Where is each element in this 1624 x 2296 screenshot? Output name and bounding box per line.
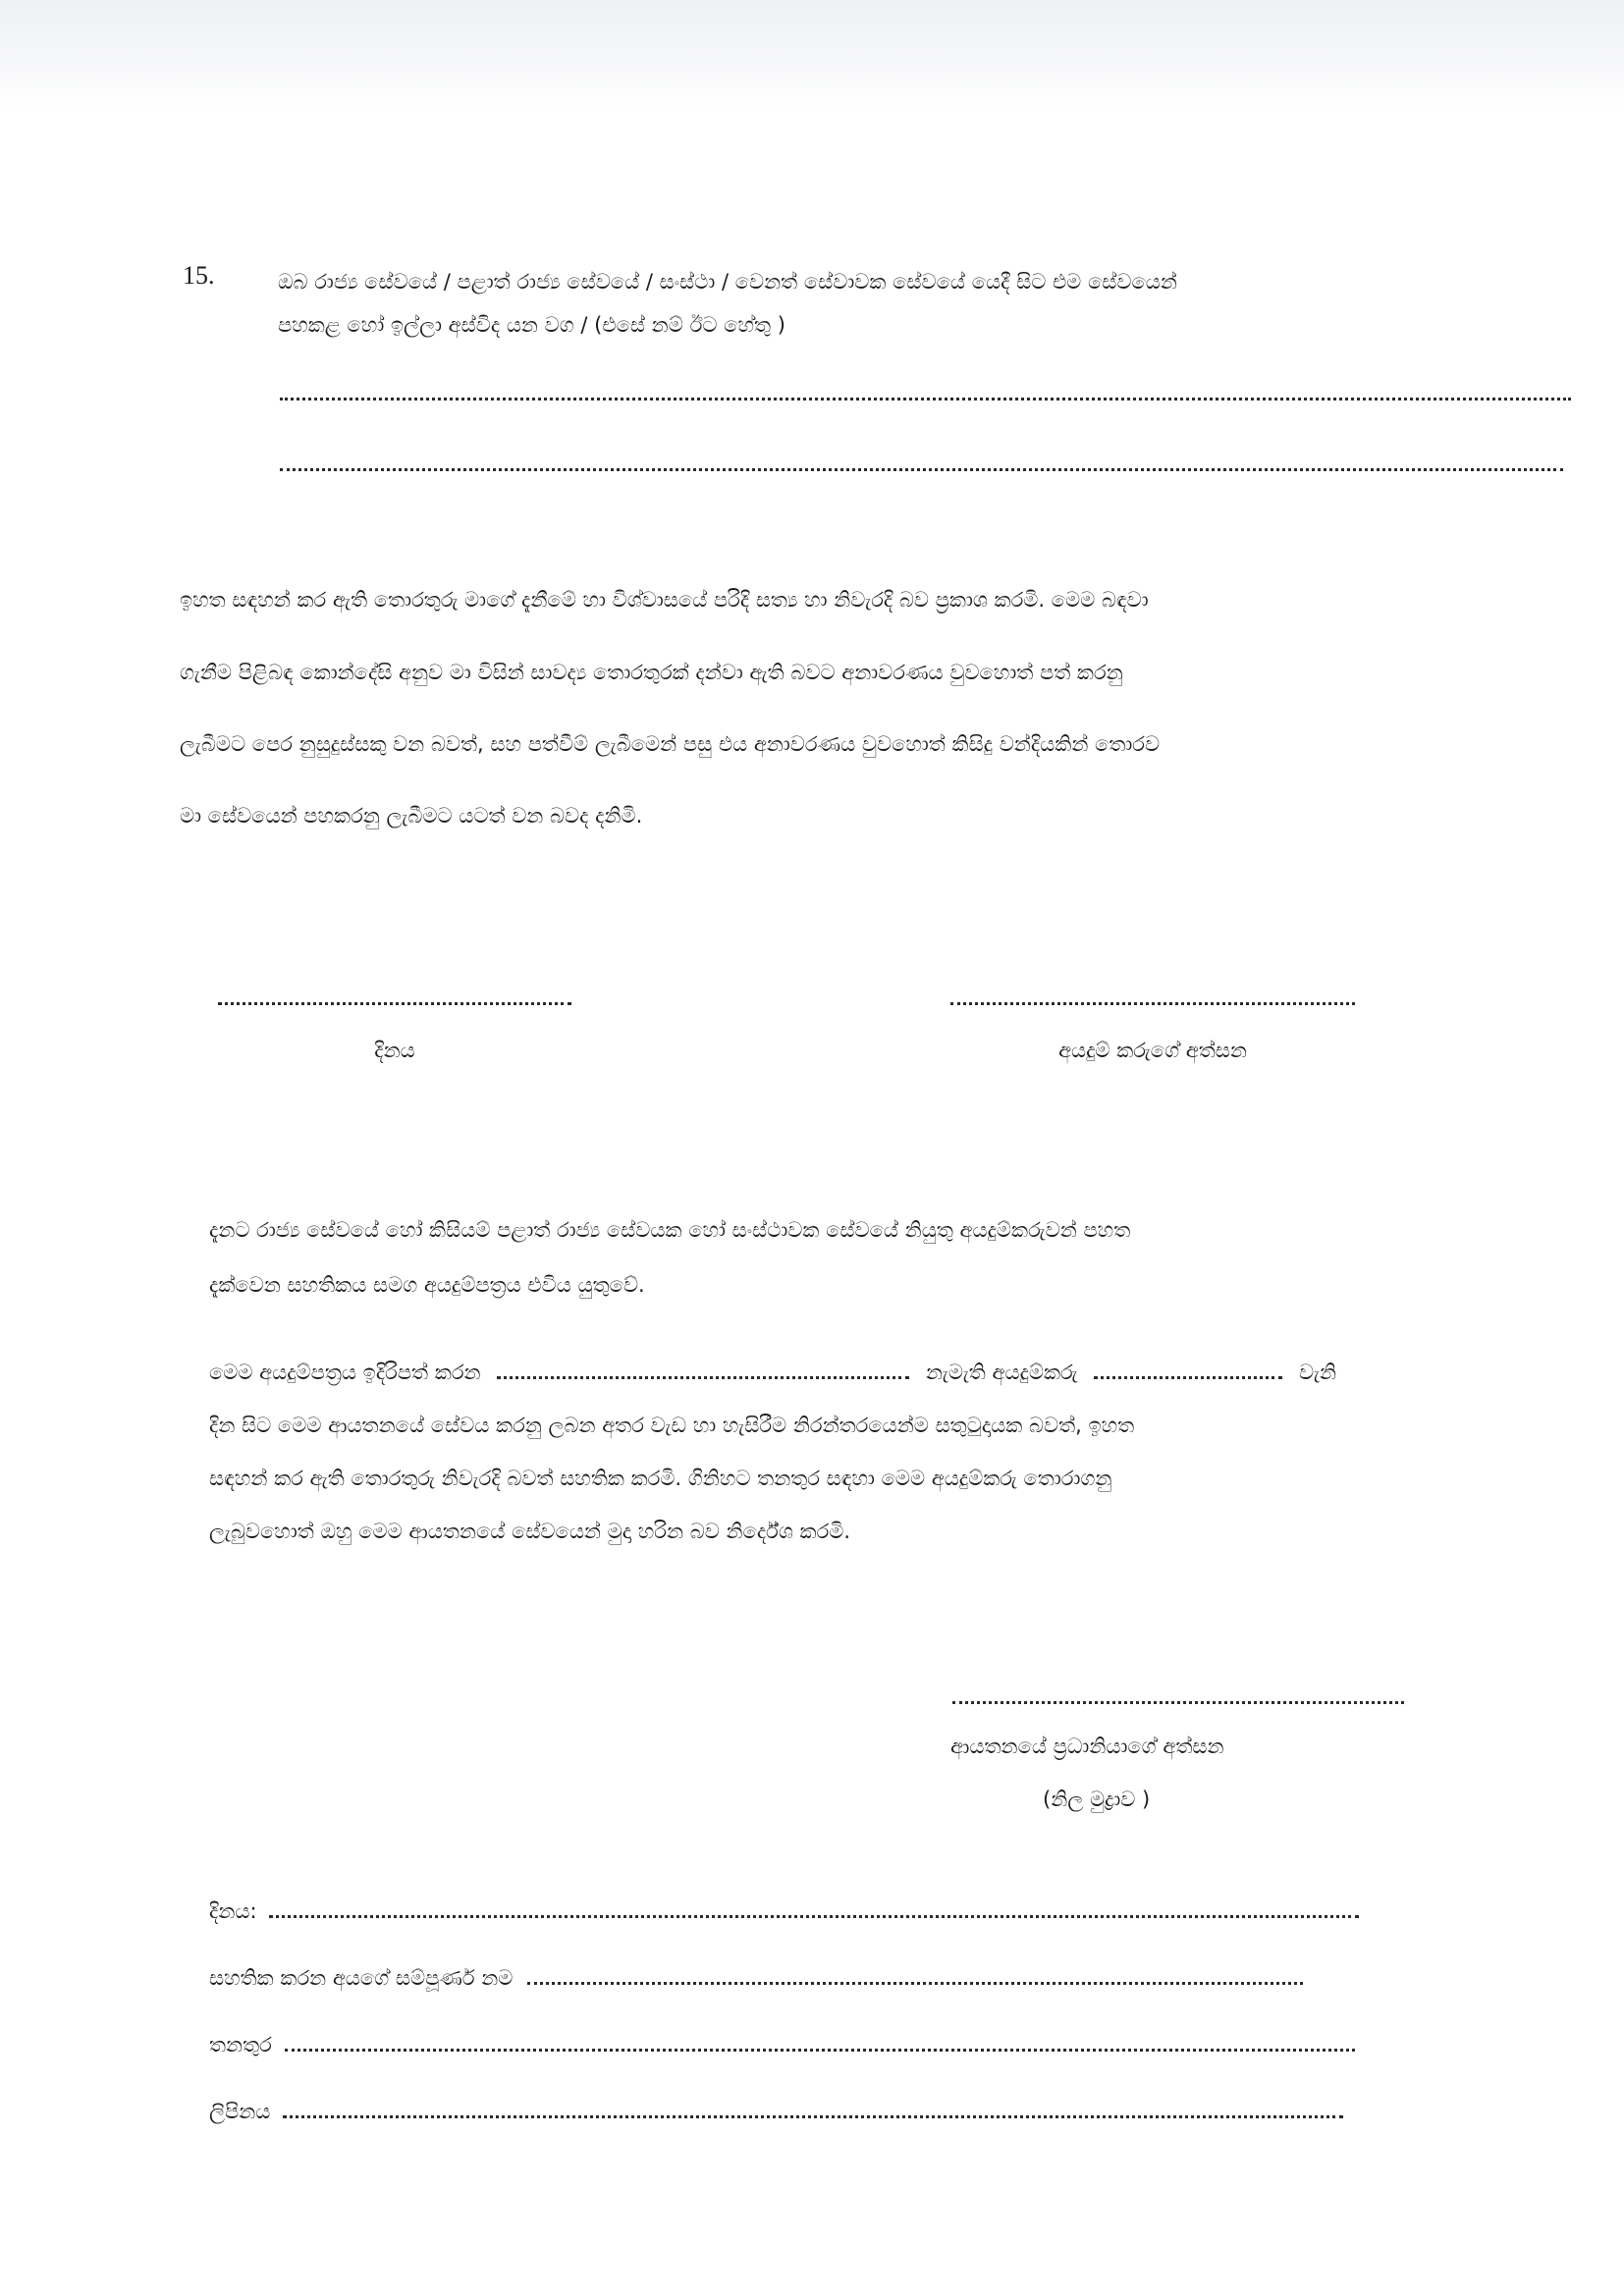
head-signature-label: ආයතනයේ ප්‍රධානියාගේ අත්සන: [950, 1735, 1224, 1758]
declaration-line-1: ඉහත සඳහන් කර ඇති තොරතුරු මාගේ දැනීමේ හා විශ්වාසයේ පරිදි සත්‍ය හා නිවැරදි බව ප්‍රකාශ කරමි. මෙම බඳවා: [180, 588, 1149, 612]
certificate-line-3: සඳහන් කර ඇති තොරතුරු නිවැරදි බවත් සහතික කරමි. ගිනිහට තනතුර සඳහා මෙම අයදුම්කරු තොරාගනු: [209, 1467, 1112, 1490]
footer-designation-row: [209, 2030, 1355, 2059]
certificate-part-2: නැමැති අයදුම්කරු: [925, 1361, 1078, 1384]
footer-address-row: [209, 2097, 1343, 2126]
service-start-date-field[interactable]: [1094, 1375, 1282, 1379]
applicant-signature-line[interactable]: [950, 1002, 1355, 1005]
question-15-line-2: පහකළ හෝ ඉල්ලා අස්විද යන වග / (එසේ නම් ඊට හේතු ): [278, 313, 785, 337]
declaration-line-4: මා සේවයෙන් පහකරනු ලැබීමට යටත් වන බවද දනිමි.: [180, 804, 643, 828]
applicant-signature-label: අයදුම් කරුගේ අත්සන: [1058, 1039, 1247, 1062]
footer-full-name-row: [209, 1963, 1303, 1993]
question-15-line-1: ඔබ රාජ්‍ය සේවයේ / පළාත් රාජ්‍ය සේවයේ / සංස්ථා / වෙනත් සේවාවක සේවයේ යෙදී සිට එම සේවයෙන්: [278, 270, 1177, 294]
date-signature-line[interactable]: [218, 1002, 571, 1005]
answer-line-2[interactable]: [280, 468, 1563, 471]
official-stamp-label: (නිල මුද්‍රාව ): [1043, 1788, 1151, 1811]
footer-full-name-field[interactable]: [527, 1981, 1303, 1985]
employed-note-line-1: දැනට රාජ්‍ය සේවයේ හෝ කිසියම් පළාත් රාජ්‍ය සේවයක හෝ සංස්ථාවක සේවයේ නියුතු අයදුම්කරුවන් පහත: [209, 1218, 1131, 1242]
question-number: 15.: [183, 261, 215, 290]
certificate-line-2: දින සිට මෙම ආයතනයේ සේවය කරනු ලබන අතර වැඩ හා හැසිරීම නිරන්තරයෙන්ම සතුටුදායක බවත්, ඉහත: [209, 1414, 1135, 1437]
certificate-part-1: මෙම අයදුම්පත්‍රය ඉදිරිපත් කරන: [209, 1361, 481, 1384]
answer-line-1[interactable]: [280, 398, 1571, 400]
footer-address-label: ලිපිනය: [209, 2100, 271, 2123]
footer-address-field[interactable]: [283, 2114, 1343, 2118]
footer-designation-label: තනතුර: [209, 2033, 272, 2056]
footer-designation-field[interactable]: [285, 2048, 1355, 2052]
declaration-line-2: ගැනීම පිළිබඳ කොන්දේසි අනුව මා විසින් සාවද්‍ය තොරතුරක් දන්වා ඇති බවට අනාවරණය වුවහොත් පත් කරනු: [180, 661, 1123, 684]
employed-note-line-2: දැක්වෙන සහතිකය සමග අයදුම්පත්‍රය එවිය යුතුවේ.: [209, 1273, 645, 1297]
footer-date-label: දිනය:: [209, 1899, 257, 1923]
footer-date-field[interactable]: [269, 1914, 1359, 1918]
date-label: දිනය: [374, 1039, 415, 1062]
head-signature-line[interactable]: [952, 1701, 1404, 1704]
declaration-line-3: ලැබීමට පෙර නුසුදුස්සකු වන බවත්, සහ පත්වීම් ලැබීමෙන් පසු එය අනාවරණය වුවහොත් කිසිදු වන්දියකින් තොරව: [180, 732, 1161, 756]
footer-full-name-label: සහතික කරන අයගේ සම්පූර්ණ නම: [209, 1966, 514, 1990]
scan-top-shading: [0, 0, 1624, 108]
applicant-name-field[interactable]: [497, 1375, 909, 1379]
certificate-line-4: ලැබුවහොත් ඔහු මෙම ආයතනයේ සේවයෙන් මුදා හරින බව නිර්දේශ කරමි.: [209, 1520, 851, 1543]
footer-date-row: [209, 1896, 1359, 1926]
certificate-line-1: [209, 1358, 1336, 1387]
certificate-part-3: වැනි: [1298, 1361, 1336, 1384]
